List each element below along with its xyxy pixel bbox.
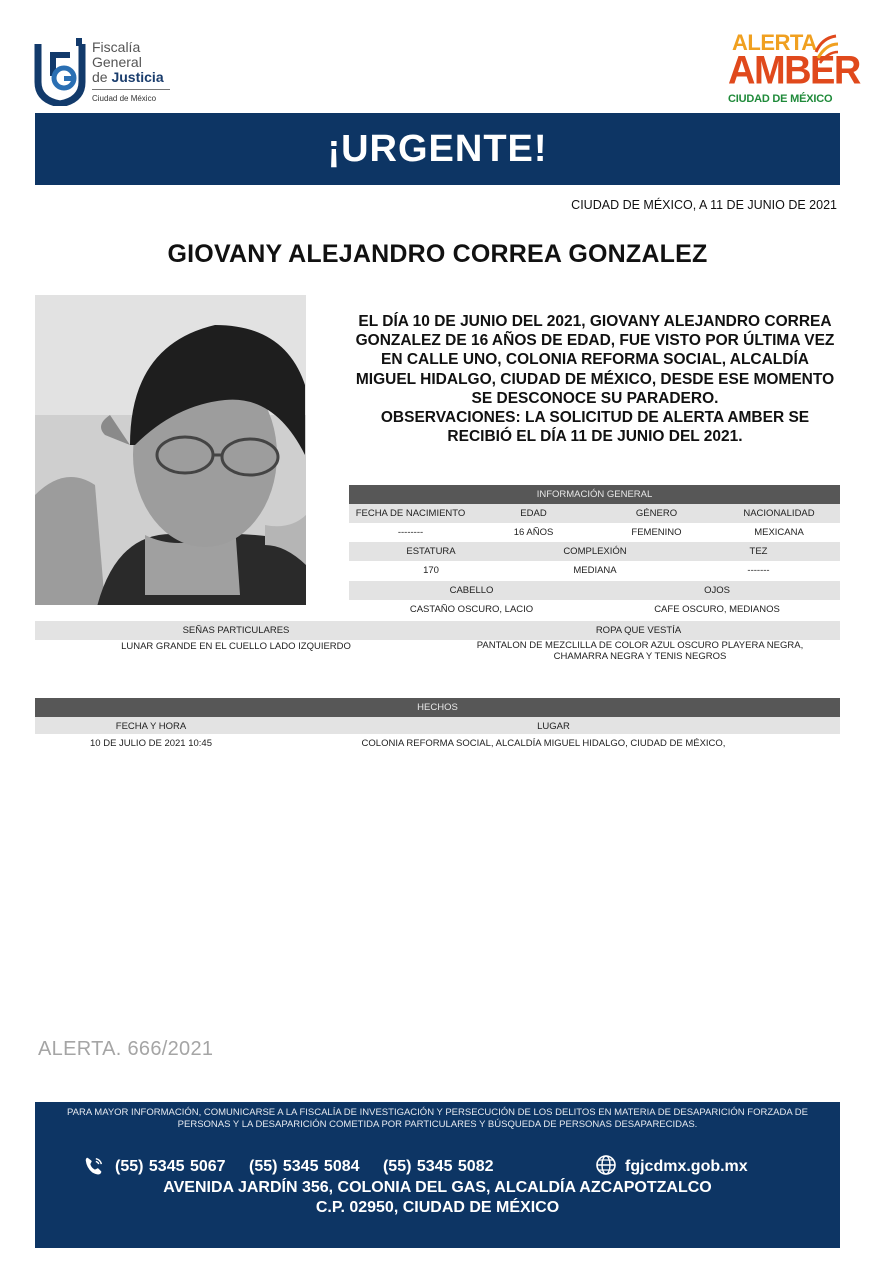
header-senas-particulares: SEÑAS PARTICULARES — [182, 625, 290, 636]
fgj-shield-icon — [34, 38, 86, 106]
amber-logo-line2: AMBER — [728, 48, 860, 94]
info-row2-values — [349, 561, 840, 580]
alerta-number: ALERTA. 666/2021 — [38, 1038, 214, 1060]
fgj-logo-line4: Ciudad de México — [92, 94, 157, 103]
hechos-title: HECHOS — [417, 702, 458, 713]
value-fecha-hora: 10 DE JULIO DE 2021 10:45 — [90, 738, 212, 749]
value-fecha-nacimiento: -------- — [397, 527, 424, 538]
value-cabello: CASTAÑO OSCURO, LACIO — [409, 604, 534, 615]
header-cabello: CABELLO — [449, 585, 494, 596]
phone-numbers — [115, 1158, 494, 1176]
info-row1-headers — [349, 504, 840, 523]
phone-number-1[interactable]: (55) 5345 5067 — [115, 1158, 226, 1175]
header-genero: GÉNERO — [635, 508, 678, 519]
info-row4-headers — [35, 621, 840, 640]
value-lugar: COLONIA REFORMA SOCIAL, ALCALDÍA MIGUEL HIDALGO, CIUDAD DE MÉXICO, — [361, 738, 726, 749]
description-observations: OBSERVACIONES: LA SOLICITUD DE ALERTA AMBER SE RECIBIÓ EL DÍA 11 DE JUNIO DEL 2021. — [380, 409, 810, 446]
phone-number-3[interactable]: (55) 5345 5082 — [382, 1158, 494, 1175]
header-fecha-nacimiento: FECHA DE NACIMIENTO — [355, 508, 466, 519]
header-nacionalidad: NACIONALIDAD — [743, 508, 815, 519]
fgj-logo-line1: Fiscalía — [92, 39, 141, 55]
info-row2-headers — [349, 542, 840, 561]
header-fecha-hora: FECHA Y HORA — [115, 721, 187, 732]
address-line1: AVENIDA JARDÍN 356, COLONIA DEL GAS, ALCALDÍA AZCAPOTZALCO — [163, 1179, 712, 1196]
header-complexion: COMPLEXIÓN — [563, 546, 627, 557]
value-complexion: MEDIANA — [573, 565, 617, 576]
phone-icon — [83, 1155, 105, 1177]
fgj-logo-line2: General — [92, 54, 142, 70]
value-genero: FEMENINO — [631, 527, 682, 538]
value-senas-particulares: LUNAR GRANDE EN EL CUELLO LADO IZQUIERDO — [121, 641, 351, 652]
value-nacionalidad: MEXICANA — [754, 527, 804, 538]
amber-arcs-icon — [812, 32, 840, 66]
header-lugar: LUGAR — [537, 721, 570, 732]
info-row1-values — [349, 523, 840, 542]
person-photo — [35, 295, 306, 605]
description-paragraph: EL DÍA 10 DE JUNIO DEL 2021, GIOVANY ALEJANDRO CORREA GONZALEZ DE 16 AÑOS DE EDAD, FUE VISTO POR ÚLTIMA VEZ EN CALLE UNO, COLONIA REFORMA SOCIAL, ALCALDÍA MIGUEL HIDALGO, CIUDAD DE MÉXICO, DESDE ESE MOMENTO SE DESCONOCE SU PARADERO. — [355, 313, 835, 407]
header-ropa: ROPA QUE VESTÍA — [595, 625, 682, 636]
value-ropa: PANTALON DE MEZCLILLA DE COLOR AZUL OSCURO PLAYERA NEGRA, CHAMARRA NEGRA Y TENIS NEGROS — [476, 640, 804, 662]
amber-logo-line1: ALERTA — [732, 30, 817, 55]
fgj-logo — [34, 34, 184, 108]
address-line2: C.P. 02950, CIUDAD DE MÉXICO — [315, 1199, 560, 1216]
fgj-logo-divider — [92, 89, 170, 90]
person-name: GIOVANY ALEJANDRO CORREA GONZALEZ — [167, 240, 708, 268]
header-estatura: ESTATURA — [406, 546, 456, 557]
urgent-banner: ¡URGENTE! — [35, 113, 840, 185]
fgj-logo-line3-bold: Justicia — [111, 69, 164, 85]
hechos-values — [35, 734, 840, 753]
date-line: CIUDAD DE MÉXICO, A 11 DE JUNIO DE 2021 — [571, 198, 837, 212]
value-ojos: CAFE OSCURO, MEDIANOS — [654, 604, 780, 615]
footer-note: PARA MAYOR INFORMACIÓN, COMUNICARSE A LA FISCALÍA DE INVESTIGACIÓN Y PERSECUCIÓN DE LOS DELITOS EN MATERIA DE DESAPARICIÓN FORZADA DE PERSONAS Y LA DESAPARICIÓN COMETIDA POR PARTICULARES Y BÚSQUEDA DE PERSONAS DESAPARECIDAS. — [67, 1107, 808, 1130]
value-estatura: 170 — [423, 565, 439, 576]
info-table-title-row — [349, 485, 840, 504]
header-ojos: OJOS — [704, 585, 730, 596]
fgj-logo-line3-prefix: de — [92, 69, 112, 85]
info-table-title: INFORMACIÓN GENERAL — [536, 489, 653, 500]
value-edad: 16 AÑOS — [513, 527, 554, 538]
alerta-amber-logo — [722, 30, 860, 110]
info-row3-headers — [349, 581, 840, 600]
fgj-logo-line3 — [92, 70, 164, 85]
header-edad: EDAD — [520, 508, 547, 519]
description — [350, 312, 840, 446]
info-row3-values — [349, 600, 840, 619]
header-tez: TEZ — [749, 546, 768, 557]
hechos-title-row — [35, 698, 840, 717]
amber-logo-line3: CIUDAD DE MÉXICO — [728, 93, 833, 105]
globe-icon — [594, 1153, 618, 1177]
phone-number-2[interactable]: (55) 5345 5084 — [248, 1158, 360, 1175]
info-row4-values — [35, 640, 840, 664]
website-link[interactable]: fgjcdmx.gob.mx — [625, 1158, 748, 1175]
person-photo-image — [35, 295, 306, 605]
value-tez: ------- — [747, 565, 770, 576]
footer — [35, 1102, 840, 1248]
